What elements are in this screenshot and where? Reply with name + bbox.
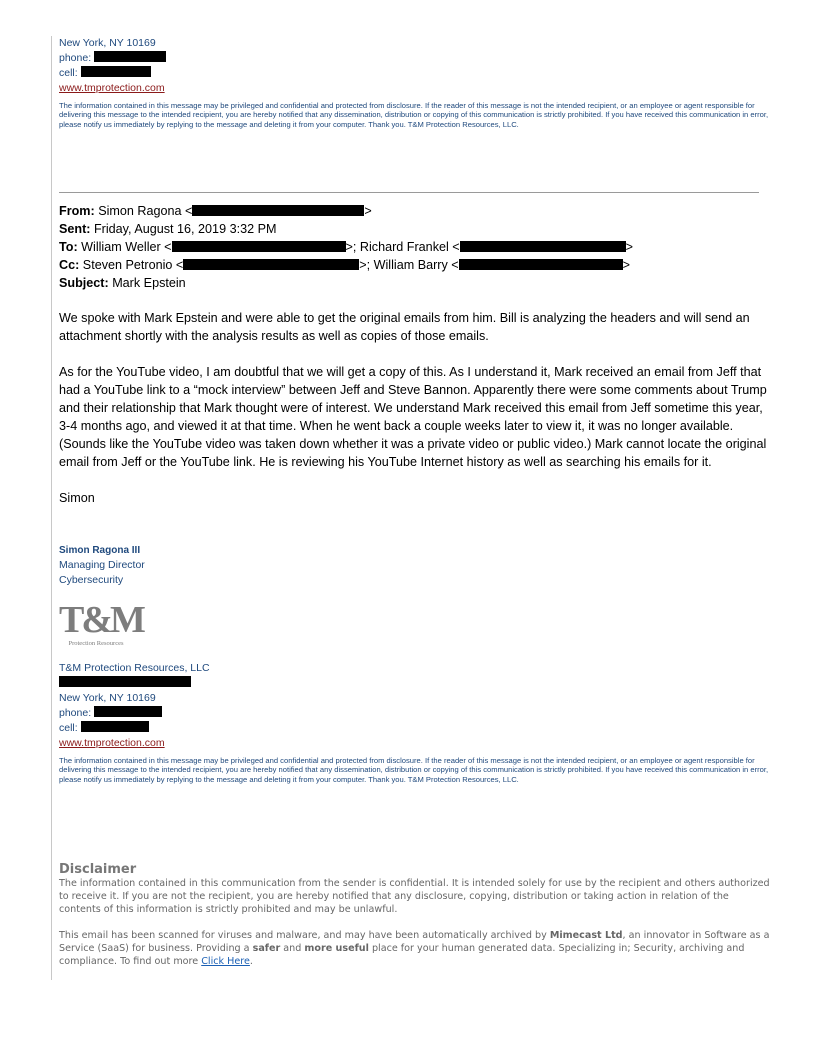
to-name-1: William Weller < <box>81 240 172 254</box>
subject-line <box>59 274 771 292</box>
cc-label: Cc: <box>59 258 80 272</box>
disclaimer-paragraph-2 <box>59 929 771 968</box>
sig-website-link[interactable]: www.tmprotection.com <box>59 737 165 749</box>
sig-dept: Cybersecurity <box>59 574 124 586</box>
disclaimer-text: and <box>280 943 305 954</box>
to-separator: >; Richard Frankel < <box>345 240 460 254</box>
sig-cell <box>59 721 771 736</box>
body-signoff: Simon <box>59 491 95 505</box>
from-close: > <box>364 204 372 218</box>
sig-street <box>59 676 771 691</box>
subject-label: Subject: <box>59 276 109 290</box>
top-sig-cell-label: cell: <box>59 67 78 79</box>
cc-line <box>59 256 771 274</box>
header-divider <box>59 192 759 193</box>
subject-value: Mark Epstein <box>112 276 186 290</box>
email-document <box>59 36 771 967</box>
body-paragraph-1: We spoke with Mark Epstein and were able to get the original emails from him. Bill is analyzing the headers and will send an attachment shortly with the analysis results as well as copies of those emails. <box>59 311 750 343</box>
redaction-box <box>81 721 149 732</box>
tm-logo <box>59 598 147 648</box>
sig-confidentiality: The information contained in this message may be privileged and confidential and protected from disclosure. If the reader of this message is not the intended recipient, or an employee or agent responsible for delivering this message to the intended recipient, you are hereby notified that any dissemination, distribution or copying of this communication is strictly prohibited. If you have received this communication in error, please notify us immediately by replying to the message and deleting it from your computer. Thank you. T&M Protection Resources, LLC. <box>59 756 769 784</box>
sent-value: Friday, August 16, 2019 3:32 PM <box>93 222 277 236</box>
logo-mark: T&M <box>59 599 143 641</box>
top-sig-confidentiality: The information contained in this message may be privileged and confidential and protected from disclosure. If the reader of this message is not the intended recipient, or an employee or agent responsible for delivering this message to the intended recipient, you are hereby notified that any dissemination, distribution or copying of this communication is strictly prohibited. If you have received this communication in error, please notify us immediately by replying to the message and deleting it from your computer. Thank you. T&M Protection Resources, LLC. <box>59 101 769 129</box>
sig-name: Simon Ragona III <box>59 545 141 556</box>
disclaimer-text: place for your human generated data. Specializing in; Security, archiving and compliance. To find out more <box>59 943 745 967</box>
safer-text: safer <box>252 943 281 954</box>
top-sig-address: New York, NY 10169 <box>59 37 156 49</box>
cc-name-1: Steven Petronio < <box>82 258 184 272</box>
sent-line <box>59 220 771 238</box>
disclaimer-text: , an innovator in Software as a Service (SaaS) for business. Providing a <box>59 930 770 954</box>
redaction-box <box>94 706 162 717</box>
to-line <box>59 238 771 256</box>
from-name: Simon Ragona < <box>98 204 193 218</box>
click-here-link[interactable]: Click Here <box>201 956 250 967</box>
top-sig-website-row <box>59 81 771 96</box>
quote-bar <box>51 36 52 980</box>
to-label: To: <box>59 240 78 254</box>
redaction-box <box>460 241 626 252</box>
body-paragraph-2: As for the YouTube video, I am doubtful that we will get a copy of this. As I understand it, Mark received an email from Jeff that had a YouTube link to a “mock interview” between Jeff and Steve Bannon. Apparently there were some comments about Trump and their relationship that Mark thought were of interest. We understand Mark received this email from Jeff sometime this year, 3-4 months ago, and viewed it at that time. When he went back a couple weeks later to view it, it was no longer available. (Sounds like the YouTube video was taken down whether it was a private video or public video.) Mark cannot locate the original email from Jeff or the YouTube link. He is reviewing his YouTube Internet history as well as searching his emails for it. <box>59 365 767 469</box>
message-header <box>59 202 771 292</box>
top-sig-website-link[interactable]: www.tmprotection.com <box>59 82 165 94</box>
redaction-box <box>192 205 364 216</box>
redaction-box <box>183 259 359 270</box>
sig-title: Managing Director <box>59 559 145 571</box>
disclaimer-paragraph-1: The information contained in this communication from the sender is confidential. It is intended solely for use by the recipient and others authorized to receive it. If you are not the recipient, you are hereby notified that any disclosure, copying, distribution or taking action in relation of the contents of this information is strictly prohibited and may be unlawful. <box>59 878 770 915</box>
message-body <box>59 309 771 507</box>
sig-company: T&M Protection Resources, LLC <box>59 662 210 674</box>
redaction-box <box>81 66 151 77</box>
to-close: > <box>625 240 634 254</box>
top-sig-phone <box>59 51 771 66</box>
redaction-box <box>459 259 623 270</box>
from-label: From: <box>59 204 95 218</box>
top-sig-cell <box>59 66 771 81</box>
top-sig-phone-label: phone: <box>59 52 92 64</box>
cc-separator: >; William Barry < <box>359 258 459 272</box>
sig-cell-label: cell: <box>59 722 78 734</box>
sig-phone <box>59 706 771 721</box>
disclaimer-block <box>59 862 771 968</box>
logo-subtitle: Protection Resources <box>68 640 124 647</box>
from-line <box>59 202 771 220</box>
disclaimer-text: . <box>249 956 253 967</box>
redaction-box <box>172 241 346 252</box>
sig-address: New York, NY 10169 <box>59 692 156 704</box>
mimecast-name: Mimecast Ltd <box>549 930 623 941</box>
sent-label: Sent: <box>59 222 91 236</box>
redaction-box <box>94 51 166 62</box>
redaction-box <box>59 676 191 687</box>
disclaimer-text: This email has been scanned for viruses and malware, and may have been automatically archived by <box>59 930 550 941</box>
more-useful-text: more useful <box>304 943 369 954</box>
sig-website-row <box>59 736 771 751</box>
cc-close: > <box>622 258 630 272</box>
sig-phone-label: phone: <box>59 707 92 719</box>
signature-block <box>59 543 771 784</box>
disclaimer-title: Disclaimer <box>59 862 137 877</box>
top-signature <box>59 36 771 129</box>
